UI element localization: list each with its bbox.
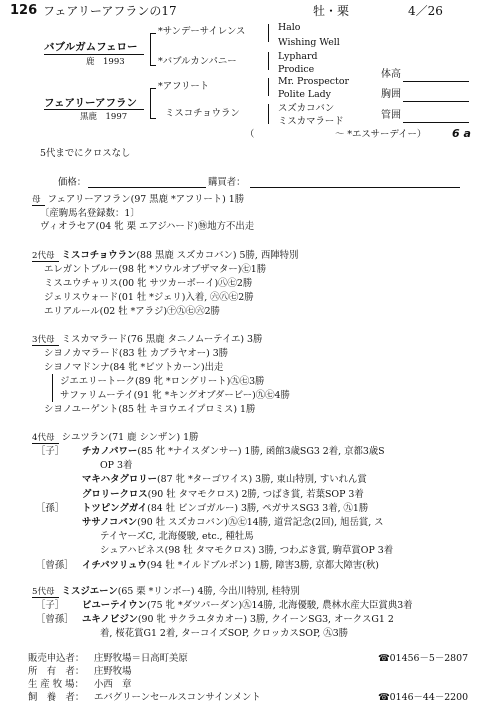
table-row (36, 489, 364, 500)
note-open: （ (245, 129, 255, 140)
dam-sire: *アフリート (158, 81, 210, 92)
footer-value: エバグリーンセールスコンサインメント (94, 692, 261, 703)
horse-name: グロリークロス (82, 488, 148, 500)
sd-sire: Lyphard (278, 51, 318, 62)
horse-name: ビユーテイウン (82, 600, 147, 611)
race-record: テイヤーズC, 北海優駿, etc., 種牡馬 (100, 531, 254, 543)
table-row (36, 614, 394, 625)
footer-row (28, 679, 132, 690)
footer-label: 所 有 者： (28, 666, 85, 677)
table-row (36, 517, 384, 528)
gen2-label: 2代母 (32, 251, 59, 262)
dam-section (32, 194, 244, 206)
dd-sire: スズカコバン (278, 103, 335, 114)
race-record: (87 牝 *ターゴワイス) 3勝, 東山特別, すいれん賞 (157, 474, 367, 486)
gen4-dam: シユツラン(71 鹿 シンザン) 1勝 (61, 432, 199, 443)
table-row (36, 545, 393, 556)
race-record: OP 3着 (100, 460, 133, 472)
horse-name: マキハタグロリー (82, 474, 158, 486)
list-item: ジエエリートーク(89 牝 *ロングリート)㊈㊆3勝 (60, 376, 265, 387)
footer-value: 庄野牧場＝日高町美原 (94, 653, 188, 664)
list-item: シヨノユーゲント(85 牡 キヨウエイプロミス) 1勝 (44, 404, 256, 415)
list-item: ミスユウチャリス(00 牝 サツカーボーイ)㊇㊆2勝 (44, 278, 253, 289)
table-row (36, 628, 348, 639)
lot-number: 126 (10, 3, 38, 18)
horse-name: フェアリーアフランの17 (43, 4, 177, 18)
list-item: シヨノマドンナ(84 牝 *ビツトカーン)出走 (44, 362, 224, 373)
sd-dam: Prodice (278, 64, 315, 75)
gen4-section (32, 432, 199, 444)
ss-dam: Wishing Well (278, 37, 340, 48)
footer-value: 庄野牧場 (94, 666, 132, 677)
phone-number: ☎0146－44－2200 (378, 692, 469, 703)
gen3-section (32, 334, 262, 346)
relation-tag: ［孫］ (36, 502, 65, 514)
dam-info: 黒鹿 1997 (80, 112, 128, 122)
relation-tag: ［子］ (36, 446, 65, 457)
chest-label: 胸囲 (381, 89, 401, 100)
dam-name: フェアリーアフラン (44, 97, 138, 109)
sex-color: 牡・栗 (313, 4, 350, 18)
table-row (36, 474, 367, 485)
gen3-label: 3代母 (32, 335, 59, 346)
horse-name: チカノパワー (82, 446, 138, 457)
horse-name: イチパツリュウ (82, 559, 147, 571)
list-item: サファリムーテイ(91 牝 *キングオブダービー)㊈㊆4勝 (60, 390, 290, 401)
gen5-dam: ミスジエーン (61, 586, 118, 597)
race-record: (90 牡 タマモクロス) 2勝, つばき賞, 若葉SOP 3着 (147, 488, 364, 500)
price-label: 価格： (58, 177, 87, 188)
cannon-label: 管囲 (381, 110, 401, 121)
sire-info: 鹿 1993 (86, 57, 125, 67)
horse-name: トツピングガイ (82, 502, 148, 514)
sire-dam: *バブルカンパニー (158, 56, 237, 67)
race-record: シュアハピネス(98 牡 タマモクロス) 3勝, つわぶき賞, 駒草賞OP 3着 (100, 545, 394, 557)
dam-dam: ミスコチョウラン (165, 108, 240, 119)
horse-name: ササノコバン (82, 517, 138, 528)
dam-foal-count: 〔産駒馬名登録数：1〕 (40, 208, 140, 219)
footer-row (28, 666, 132, 677)
gen5-label: 5代母 (32, 587, 59, 598)
gen5-dam-record: (65 栗 *リンボー) 4勝, 今出川特別, 桂特別 (117, 586, 300, 597)
footer-row (28, 692, 261, 703)
gen2-dam: ミスコチョウラン (61, 250, 137, 261)
relation-tag: ［曾孫］ (36, 614, 74, 626)
dam-label: 母 (32, 195, 45, 206)
list-item: エレガントブルー(98 牝 *ソウルオブザマター)㊆1勝 (44, 264, 267, 275)
race-record: 着, 桜花賞G1 2着, ターコイズSOP, クロッカスSOP, ㊈3勝 (100, 628, 349, 640)
race-record: (75 牝 *ダツパーダン)㊈14勝, 北海優駿, 農林水産大臣賞典3着 (146, 600, 413, 611)
footer-row (28, 653, 188, 664)
table-row (36, 560, 379, 571)
foaling-date: 4／26 (408, 4, 443, 18)
tail-female-note: ～ *エスサーデイー） (335, 129, 427, 140)
ds-dam: Polite Lady (278, 89, 331, 100)
chest-field[interactable] (403, 101, 469, 102)
cannon-field[interactable] (403, 122, 469, 123)
cross-note: 5代までにクロスなし (40, 148, 131, 159)
footer-label: 飼 養 者： (28, 692, 85, 703)
dam-foal: ヴィオラセア(04 牝 栗 エアジハード)㊕地方不出走 (40, 221, 255, 232)
gen4-label: 4代母 (32, 433, 59, 444)
sire-sire: *サンデーサイレンス (158, 26, 246, 37)
table-row (36, 446, 385, 457)
footer-value: 小西 章 (94, 679, 132, 690)
race-record: (84 牡 ビンゴガルー) 3勝, ペガサスSG3 3着, ㊈1勝 (147, 502, 369, 514)
price-field[interactable] (88, 187, 206, 188)
ds-sire: Mr. Prospector (278, 76, 349, 87)
table-row (36, 503, 368, 514)
race-record: (90 牝 サクラユタカオー) 3勝, クイーンSG3, オークスG1 2 (137, 614, 394, 626)
horse-name: ユキノビジン (82, 614, 138, 626)
footer-label: 販売申込者： (28, 653, 85, 664)
relation-tag: ［子］ (36, 600, 65, 611)
gen3-dam: ミスカマラード(76 黒鹿 タニノムーテイエ) 3勝 (61, 334, 263, 345)
race-record: (85 牝 *ナイスダンサー) 1勝, 函館3歳SG3 2着, 京都3歳S (137, 446, 385, 457)
race-record: (90 牡 スズカコバン)㊈㊆14勝, 道営記念(2回), 旭岳賞, ス (137, 517, 384, 528)
height-label: 体高 (381, 69, 401, 80)
family-number: 6 a (452, 127, 471, 140)
gen5-section (32, 586, 300, 598)
sire-name: バブルガムフェロー (44, 41, 138, 53)
list-item: エリアルール(02 牡 *アラジ)㊉㊈㊆㊅2勝 (44, 306, 220, 317)
list-item: ジェリスウォード(01 牡 *ジェリ)入着, ㊅㊇㊆2勝 (44, 292, 254, 303)
gen2-dam-record: (88 黒鹿 スズカコバン) 5勝, 西陣特別 (136, 250, 299, 261)
dd-dam: ミスカマラード (278, 116, 344, 127)
footer-label: 生 産 牧 場： (28, 679, 84, 690)
dam-line: フェアリーアフラン(97 黒鹿 *アフリート) 1勝 (47, 194, 245, 205)
gen2-section (32, 250, 298, 262)
height-field[interactable] (403, 81, 469, 82)
table-row (36, 460, 132, 471)
buyer-field[interactable] (250, 187, 460, 188)
buyer-label: 購買者： (208, 177, 246, 188)
relation-tag: ［曾孫］ (36, 559, 74, 571)
race-record: (94 牡 *イルドブルボン) 1勝, 障害3勝, 京都大障害(秋) (146, 559, 379, 571)
list-item: シヨノカマラード(83 牡 カブラヤオー) 3勝 (44, 348, 229, 359)
phone-number: ☎01456－5－2807 (378, 653, 469, 664)
table-row (36, 531, 254, 542)
ss-sire: Halo (278, 22, 301, 33)
table-row (36, 600, 413, 611)
